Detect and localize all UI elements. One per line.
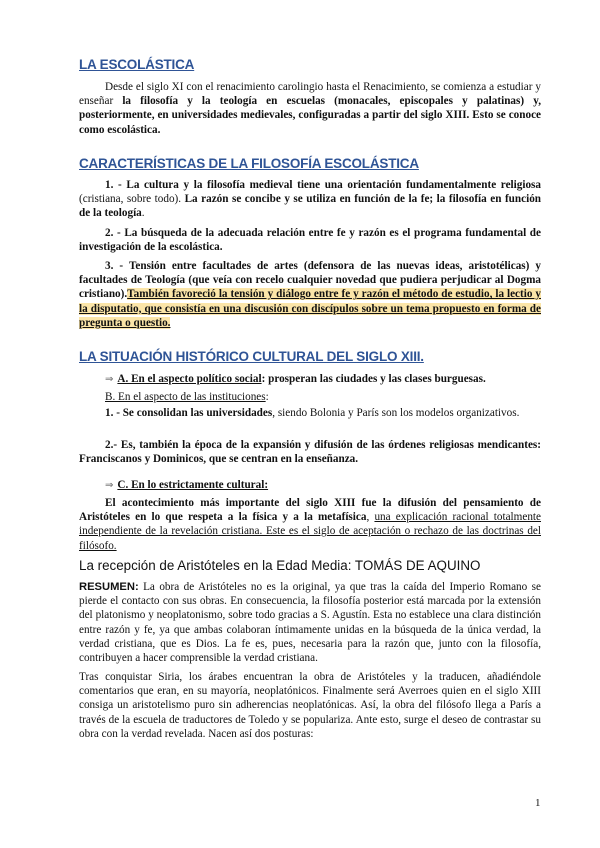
point-c-paragraph — [79, 496, 541, 553]
paragraph-arabes: Tras conquistar Siria, los árabes encuentran la obra de Aristóteles y la traducen, añadiéndole comentarios que eran, en su mayoría, neoplatónicos. Finalmente será Averroes quien en el siglo XIII consiga un aristotelismo puro sin adherencias neoplatónicas. Así, la obra del filósofo llega a París a través de la escuela de traductores de Toledo y se populariza. Ante esto, surge el deseo de contrastar su obra con la verdad revelada. Nacen así dos posturas: — [79, 671, 541, 740]
resumen-paragraph — [79, 580, 541, 665]
point-c — [105, 478, 268, 493]
point-c-underlined: una explicación racional totalmente independiente de la revelación cristiana. Este es el siglo de aceptación o rechazo de las doctrinas del filósofo. — [79, 511, 541, 552]
arrow-icon: ⇒ — [105, 374, 114, 385]
point-b-1-text: , siendo Bolonia y París son los modelos organizativos. — [272, 407, 520, 419]
item1-end: . — [141, 207, 145, 220]
page-number: 1 — [535, 797, 541, 809]
paragraph-escolastica — [79, 80, 541, 137]
item3-bold: 3. - Tensión entre facultades de artes (defensora de las nuevas ideas, aristotélicas) y facultades de Teología (que veía con recelo cualquier novedad que pudiera perjudicar al Dogma cristiano). — [79, 260, 541, 301]
point-a — [105, 372, 486, 387]
item1-plain: (cristiana, sobre todo). — [79, 193, 185, 206]
section-title-escolastica: LA ESCOLÁSTICA — [79, 57, 195, 72]
point-b-colon: : — [265, 391, 269, 403]
section-title-situacion: LA SITUACIÓN HISTÓRICO CULTURAL DEL SIGLO XIII. — [79, 349, 424, 364]
list-item-3 — [79, 259, 541, 330]
point-b-1-bold: 1. - Se consolidan las universidades — [105, 407, 273, 419]
point-c-bold: El acontecimiento más importante del siglo XIII fue la difusión del pensamiento de Aristóteles en lo que respeta a la física y a la metafísica — [79, 497, 541, 524]
point-b-label: B. En el aspecto de las instituciones — [105, 391, 266, 403]
point-b — [105, 390, 269, 404]
paragraph-bold-text: la filosofía y la teología en escuelas (monacales, episcopales y palatinas) y, posteriormente, en universidades medievales, configuradas a partir del siglo XIII. Esto se conoce como escolástica. — [79, 95, 541, 136]
point-b-2: 2.- Es, también la época de la expansión y difusión de las órdenes religiosas mendicantes: Franciscanos y Dominicos, que se centran en la enseñanza. — [79, 439, 541, 466]
section-title-recepcion: La recepción de Aristóteles en la Edad Media: TOMÁS DE AQUINO — [79, 558, 481, 573]
section-title-caracteristicas: CARACTERÍSTICAS DE LA FILOSOFÍA ESCOLÁSTICA — [79, 156, 419, 171]
point-c-label: C. En lo estrictamente cultural: — [117, 479, 269, 491]
point-a-label: A. En el aspecto político social — [117, 373, 262, 385]
point-c-comma: , — [366, 511, 375, 524]
resumen-label: RESUMEN: — [79, 581, 139, 593]
resumen-text: La obra de Aristóteles no es la original, ya que tras la caída del Imperio Romano se pierde el contacto con sus obras. En consecuencia, la filosofía posterior está marcada por la extensión del platonismo y neoplatonismo, sobre todo gracias a S. Agustín. Esta no establece una clara distinción entre razón y fe, ya que ambas colaboran íntimamente unidas en la búsqueda de la única verdad, la verdad cristiana, que es Dios. La fe es, pues, necesaria para la razón que, junto con la filosofía, contribuyen a hacer comprensible la verdad cristiana. — [79, 581, 541, 665]
list-item-1 — [79, 178, 541, 221]
arrow-icon: ⇒ — [105, 480, 114, 491]
paragraph-text: Desde el siglo XI con el renacimiento carolingio hasta el Renacimiento, se comienza a estudiar y enseñar — [79, 81, 541, 108]
item1-bold: 1. - La cultura y la filosofía medieval tiene una orientación fundamentalmente religiosa — [105, 179, 541, 191]
item3-highlighted: También favoreció la tensión y diálogo entre fe y razón el método de estudio, la lectio y la disputatio, que consistía en una discusión con discípulos sobre un tema propuesto en forma de pregunta o questio. — [79, 288, 541, 329]
point-a-text: : prosperan las ciudades y las clases burguesas. — [261, 373, 486, 385]
item1-bold-2: La razón se concibe y se utiliza en función de la fe; la filosofía en función de la teología — [79, 193, 542, 220]
point-b-1 — [79, 406, 541, 420]
list-item-2: 2. - La búsqueda de la adecuada relación entre fe y razón es el programa fundamental de investigación de la escolástica. — [79, 227, 541, 254]
